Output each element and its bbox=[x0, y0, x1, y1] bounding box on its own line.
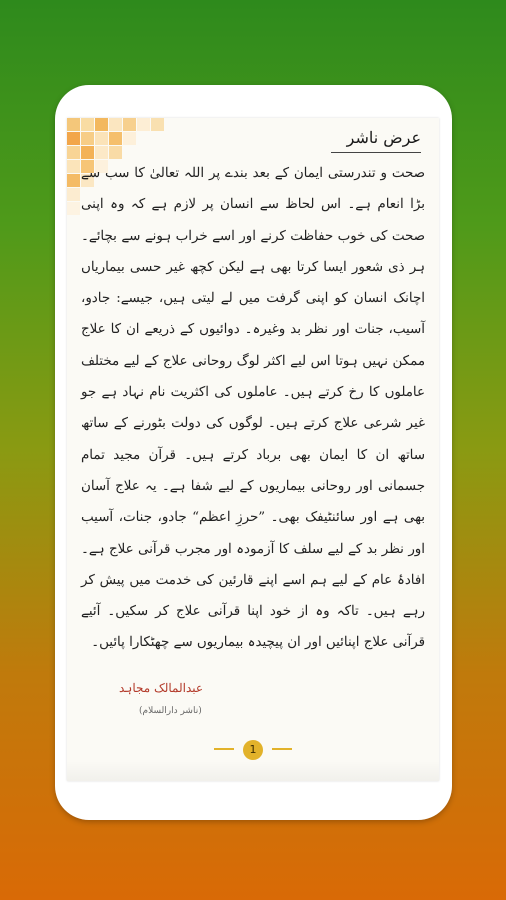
page-heading: عرض ناشر bbox=[346, 128, 421, 147]
page-shadow bbox=[67, 761, 439, 781]
page-number-area bbox=[67, 738, 439, 760]
ornament-left bbox=[214, 748, 234, 750]
page-body bbox=[81, 158, 425, 659]
book-page bbox=[67, 118, 439, 781]
signature: عبدالمالک مجاہد bbox=[119, 681, 204, 695]
page-number-badge: 1 bbox=[243, 740, 263, 760]
signature-title: (ناشر دارالسلام) bbox=[139, 706, 202, 716]
body-paragraph: صحت و تندرستی ایمان کے بعد بندے پر اللہ تعالیٰ کا سب سے بڑا انعام ہے۔ اس لحاظ سے انسان پر لازم ہے کہ وہ اپنی صحت کی خوب حفاظت کرنے اور اسے خراب ہونے سے بچائے۔ ہر ذی شعور ایسا کرتا بھی ہے لیکن کچھ غیر حسی بیماریاں اچانک انسان کو اپنی گرفت میں لے لیتی ہیں، جیسے: جادو، آسیب، جنات اور نظر بد وغیرہ۔ دوائیوں کے ذریعے ان کا علاج ممکن نہیں ہوتا اس لیے اکثر لوگ روحانی علاج کے لیے مختلف عاملوں کا رخ کرتے ہیں۔ عاملوں کی اکثریت نام نہاد ہے جو غیر شرعی علاج کرتے ہیں۔ لوگوں کی دولت بٹورنے کے ساتھ ساتھ ان کا ایمان بھی برباد کرتے ہیں۔ قرآن مجید تمام جسمانی اور روحانی بیماریوں کے لیے شفا ہے۔ یہ علاج آسان بھی ہے اور سائنٹیفک بھی۔ ”حرزِ اعظم“ جادو، جنات، آسیب اور نظر بد کے لیے سلف کا آزمودہ اور مجرب قرآنی علاج ہے۔ افادۂ عام کے لیے ہم اسے اپنے قارئین کی خدمت میں پیش کر رہے ہیں۔ تاکہ وہ از خود اپنا قرآنی علاج کر سکیں۔ آئیے قرآنی علاج اپنائیں اور ان پیچیدہ بیماریوں سے چھٹکارا پائیں۔ bbox=[81, 166, 425, 651]
heading-underline bbox=[331, 152, 421, 153]
ornament-right bbox=[272, 748, 292, 750]
